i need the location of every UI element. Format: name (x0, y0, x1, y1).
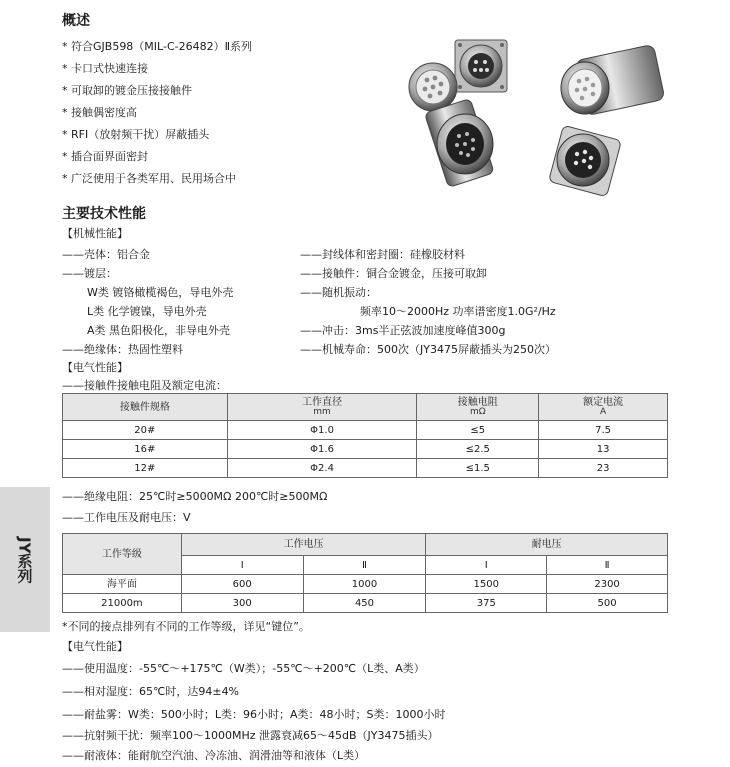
spec-mechanical-life: ——机械寿命：500次（JY3475屏蔽插头为250次） (300, 343, 556, 356)
bullet-item: * 广泛使用于各类军用、民用场合中 (62, 172, 236, 185)
col-subheader: Ⅱ (547, 556, 668, 575)
table-cell: Φ1.6 (227, 440, 417, 459)
table-row (63, 459, 668, 478)
table-cell: Φ2.4 (227, 459, 417, 478)
table-cell: ≤2.5 (417, 440, 539, 459)
spec-plating-l: L类 化学镀镍，导电外壳 (87, 305, 207, 318)
spec-plating: ——镀层： (62, 267, 117, 280)
table-row (63, 440, 668, 459)
contact-table-caption: ——接触件接触电阻及额定电流： (62, 379, 227, 392)
table-cell: 12# (63, 459, 228, 478)
table-row (63, 575, 668, 594)
spec-vibration: ——随机振动： (300, 286, 377, 299)
bullet-item: * 卡口式快速连接 (62, 62, 148, 75)
voltage-caption: ——工作电压及耐电压：V (62, 511, 191, 524)
table-cell: 7.5 (539, 421, 668, 440)
bullet-item: * 插合面界面密封 (62, 150, 148, 163)
electrical-header: 【电气性能】 (62, 361, 128, 374)
table-cell: 13 (539, 440, 668, 459)
spec-rfi: ——抗射频干扰：频率100～1000MHz 泄露衰减65～45dB（JY3475插头） (62, 729, 439, 742)
bullet-item: * 可取卸的镀金压接接触件 (62, 84, 192, 97)
table-cell: 16# (63, 440, 228, 459)
spec-shell: ——壳体：铝合金 (62, 248, 150, 261)
keying-note: *不同的接点排列有不同的工作等级，详见“键位”。 (62, 620, 310, 633)
table-cell: ≤5 (417, 421, 539, 440)
table-cell: 20# (63, 421, 228, 440)
spec-salt-spray: ——耐盐雾：W类：500小时；L类：96小时；A类：48小时；S类：1000小时 (62, 708, 446, 721)
working-voltage-table (62, 533, 668, 613)
spec-insulator: ——绝缘体：热固性塑料 (62, 343, 183, 356)
col-subheader: Ⅰ (426, 556, 547, 575)
spec-seal: ——封线体和密封圈：硅橡胶材料 (300, 248, 465, 261)
col-header: 耐电压 (426, 534, 668, 556)
table-cell: 600 (181, 575, 303, 594)
connector-product-image (405, 32, 695, 207)
table-header-row (63, 534, 668, 556)
table-cell: Φ1.0 (227, 421, 417, 440)
series-side-tab: JY系列 (0, 487, 50, 632)
env-header: 【电气性能】 (62, 640, 128, 653)
spec-humidity: ——相对湿度：65℃时，达94±4% (62, 685, 240, 698)
col-header: 额定电流 A (539, 394, 668, 421)
table-cell: 375 (426, 594, 547, 613)
table-cell: 1000 (303, 575, 426, 594)
tech-title: 主要技术性能 (62, 206, 146, 222)
spec-fluid-resistance: ——耐液体：能耐航空汽油、冷冻油、润滑油等和液体（L类） (62, 749, 366, 762)
contact-resistance-table (62, 393, 668, 478)
col-header: 工作直径 mm (227, 394, 417, 421)
table-cell: 2300 (547, 575, 668, 594)
table-cell: 23 (539, 459, 668, 478)
col-header: 工作等级 (63, 534, 182, 575)
col-subheader: Ⅰ (181, 556, 303, 575)
table-row (63, 594, 668, 613)
spec-plating-w: W类 镀铬橄榄褐色，导电外壳 (87, 286, 234, 299)
col-header: 接触电阻 mΩ (417, 394, 539, 421)
table-header-row (63, 394, 668, 421)
table-cell: ≤1.5 (417, 459, 539, 478)
table-cell: 1500 (426, 575, 547, 594)
table-cell: 21000m (63, 594, 182, 613)
table-cell: 300 (181, 594, 303, 613)
insulation-resistance: ——绝缘电阻：25℃时≥5000MΩ 200℃时≥500MΩ (62, 490, 328, 503)
bullet-item: * 接触偶密度高 (62, 106, 137, 119)
col-header: 接触件规格 (63, 394, 228, 421)
col-subheader: Ⅱ (303, 556, 426, 575)
table-cell: 500 (547, 594, 668, 613)
spec-contact: ——接触件：铜合金镀金，压接可取卸 (300, 267, 487, 280)
table-cell: 海平面 (63, 575, 182, 594)
mechanical-header: 【机械性能】 (62, 227, 128, 240)
table-cell: 450 (303, 594, 426, 613)
table-row (63, 421, 668, 440)
bullet-item: * RFI（放射频干扰）屏蔽插头 (62, 128, 210, 141)
overview-title: 概述 (62, 13, 90, 29)
spec-plating-a: A类 黑色阳极化，非导电外壳 (87, 324, 231, 337)
spec-operating-temperature: ——使用温度：-55℃～+175℃（W类）；-55℃～+200℃（L类、A类） (62, 662, 425, 675)
col-header: 工作电压 (181, 534, 426, 556)
spec-vibration-detail: 频率10～2000Hz 功率谱密度1.0G²/Hz (360, 305, 556, 318)
spec-shock: ——冲击：3ms半正弦波加速度峰值300g (300, 324, 506, 337)
bullet-item: * 符合GJB598（MIL-C-26482）Ⅱ系列 (62, 40, 253, 53)
